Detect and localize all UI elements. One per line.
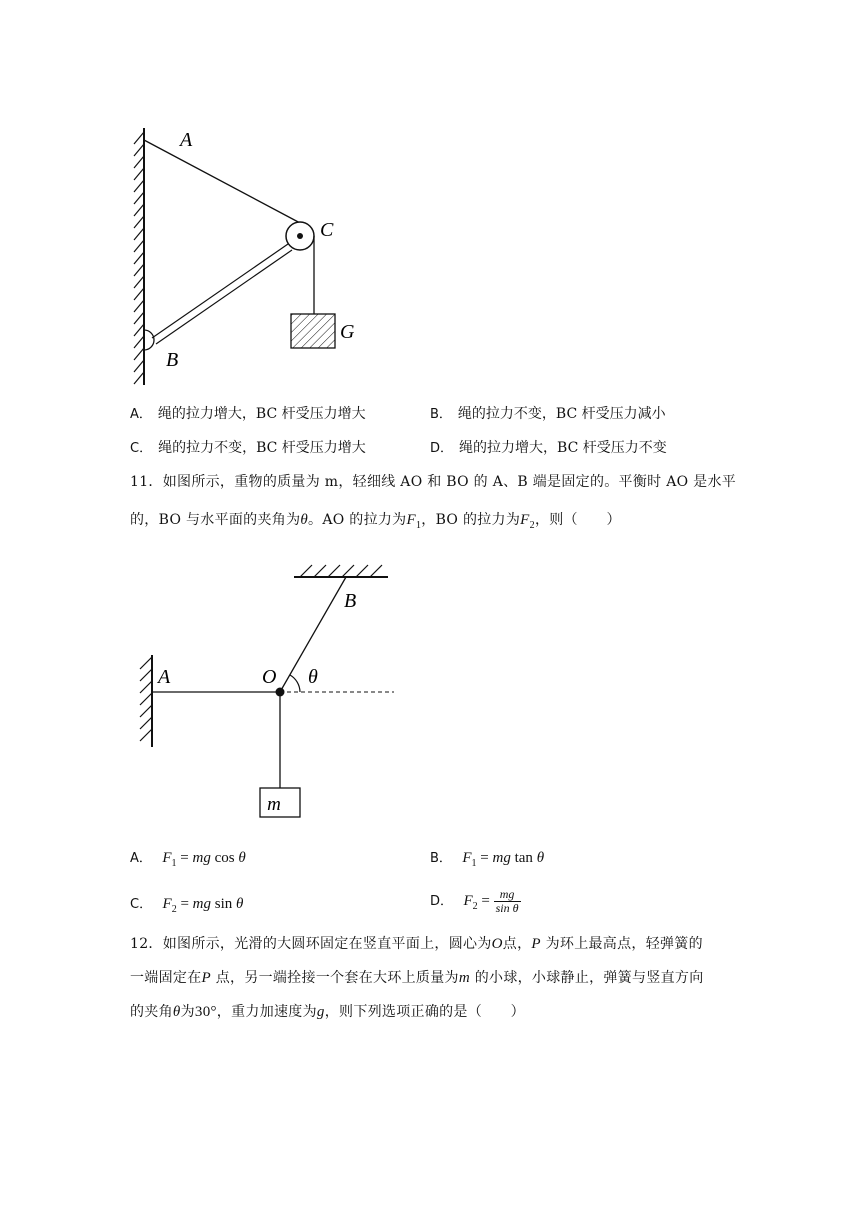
option-formula: $F_2$ = mg sin θ: [162, 896, 244, 915]
option-letter: B．: [430, 407, 452, 422]
option-letter: D．: [430, 893, 454, 909]
left-wall-hatching: [140, 657, 152, 741]
wall-hatching: [134, 132, 144, 384]
option-letter: C．: [130, 441, 153, 456]
angle-arc: [290, 675, 300, 692]
option-formula: $F_1$ = mg tan θ: [462, 850, 545, 869]
f2-symbol: $F_2$: [520, 512, 535, 531]
option-formula: $F_1$ = mg cos θ: [162, 850, 246, 869]
theta-symbol: θ: [300, 512, 309, 528]
option-text: 绳的拉力增大，BC 杆受压力增大: [157, 406, 366, 422]
q11-option-b[interactable]: [430, 848, 544, 874]
option-letter: B．: [430, 851, 452, 866]
option-text: 绳的拉力不变，BC 杆受压力减小: [457, 406, 666, 422]
f1-symbol: $F_1$: [406, 512, 422, 531]
label-c: C: [320, 219, 334, 241]
rod-bc-edge-2: [156, 250, 292, 344]
q10-option-a[interactable]: [130, 404, 366, 425]
label-g: G: [340, 321, 355, 343]
rope-ac: [144, 140, 302, 224]
q12-stem-line3: 的夹角θ为30°，重力加速度为g，则下列选项正确的是（ ）: [130, 1004, 525, 1020]
q12-stem-line2: 一端固定在P 点，另一端拴接一个套在大环上质量为m 的小球，小球静止，弹簧与竖直方向: [130, 970, 704, 986]
q11-option-a[interactable]: [130, 848, 246, 874]
hinge-b: [144, 330, 154, 350]
pulley-axle: [297, 233, 303, 239]
option-letter: A．: [130, 851, 152, 866]
label-b: B: [344, 590, 357, 612]
option-formula: $F_2$ = $\frac{mg}{\text{sin θ}}$: [463, 887, 519, 915]
q12-stem-line1: 12．如图所示，光滑的大圆环固定在竖直平面上，圆心为O点，P 为环上最高点，轻弹簧的: [130, 936, 703, 952]
ceiling-hatching: [300, 565, 382, 577]
knot-o: [276, 688, 285, 697]
option-letter: D．: [430, 441, 454, 456]
q11-option-c[interactable]: [130, 894, 243, 920]
option-letter: C．: [130, 897, 153, 912]
q11-option-d[interactable]: [430, 888, 521, 917]
figure-pulley-rod: [130, 120, 370, 390]
label-b: B: [166, 349, 179, 371]
q11-stem-line2: 的，BO 与水平面的夹角为θ。AO 的拉力为$F_1$，BO 的拉力为$F_2$，则（ ）: [130, 512, 621, 531]
rod-bc-edge-1: [152, 244, 288, 338]
label-o: O: [262, 666, 277, 688]
q11-stem-line1: 11．如图所示，重物的质量为 m，轻细线 AO 和 BO 的 A、B 端是固定的。平衡时 AO 是水平: [130, 474, 737, 490]
option-text: 绳的拉力增大，BC 杆受压力不变: [459, 440, 667, 456]
figure-two-strings: [130, 555, 410, 825]
q10-option-b[interactable]: [430, 404, 666, 425]
option-letter: A．: [130, 407, 152, 422]
fraction: $\frac{mg}{\text{sin θ}}$: [495, 887, 519, 915]
q10-option-d[interactable]: [430, 438, 667, 459]
option-text: 绳的拉力不变，BC 杆受压力增大: [158, 440, 366, 456]
label-a: A: [180, 129, 193, 151]
q10-option-c[interactable]: [130, 438, 366, 459]
weight-g: [291, 314, 335, 348]
label-m: m: [267, 794, 281, 815]
label-a: A: [158, 666, 171, 688]
label-theta: θ: [308, 666, 318, 688]
